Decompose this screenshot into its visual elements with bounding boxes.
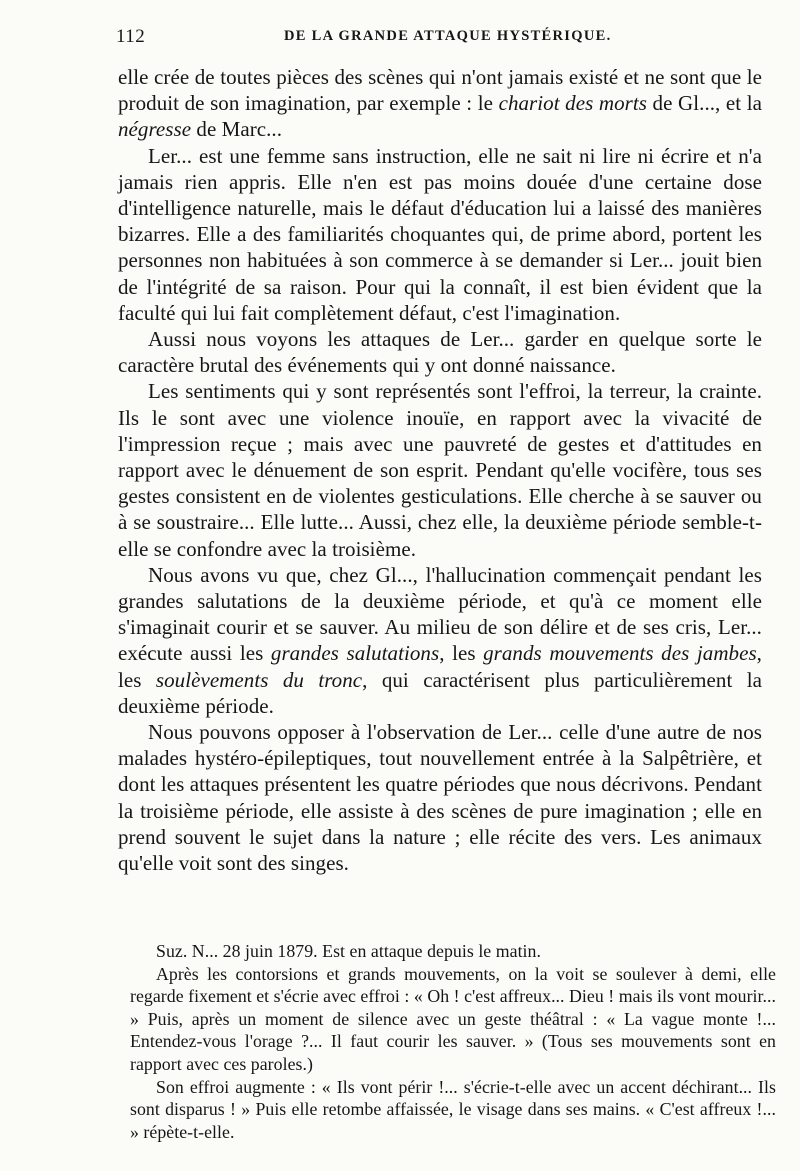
paragraph: Ler... est une femme sans instruction, elle ne sait ni lire ni écrire et n'a jamais rien appris. Elle n'en est pas moins douée d'une certaine dose d'intelligence naturelle, mais le défaut d'éducation lui a laissé des manières bizarres. Elle a des familiarités choquantes qui, de prime abord, portent les personnes non habituées à son commerce à se demander si Ler... jouit bien de l'intégrité de sa raison. Pour qui la connaît, il est bien évident que la faculté qui lui fait complètement défaut, c'est l'imagination.	[118, 143, 762, 325]
paragraph-text: de Gl..., et la	[646, 91, 763, 116]
paragraph: Les sentiments qui y sont représentés sont l'effroi, la terreur, la crainte. Ils le sont avec une violence inouïe, en rapport avec la vivacité de l'impression reçue ; mais avec une pauvreté de gestes et d'attitudes en rapport avec le dénuement de son esprit. Pendant qu'elle vocifère, tous ses gestes consistent en de violentes gesticulations. Elle cherche à se sauver ou à se soustraire... Elle lutte... Aussi, chez elle, la deuxième période semble-t-elle se confondre avec la troisième.	[118, 379, 762, 561]
italic-phrase: soulèvements du tronc	[155, 667, 363, 692]
page-header	[116, 24, 776, 54]
main-text	[118, 64, 762, 876]
paragraph-text: , les	[118, 641, 762, 692]
paragraph-text: , qui caractérisent plus particulièrement la deuxième période.	[118, 667, 762, 718]
observation-paragraph: Son effroi augmente : « Ils vont périr !... s'écrie-t-elle avec un accent déchirant... Ils sont disparus ! » Puis elle retombe affaissée, le visage dans ses mains. « C'est affreux !... » répète-t-elle.	[130, 1076, 776, 1142]
paragraph-text: de Marc...	[191, 117, 283, 142]
paragraph-text: elle crée de toutes pièces des scènes qui n'ont jamais existé et ne sont que le produit de son imagination, par exemple : le	[118, 65, 762, 116]
paragraph-text: Nous avons vu que, chez Gl..., l'hallucination commençait pendant les grandes salutations de la deuxième période, et qu'à ce moment elle s'imaginait courir et se sauver. Au milieu de son délire et de ses cris, Ler... exécute aussi les	[118, 562, 762, 666]
italic-phrase: chariot des morts	[498, 91, 647, 116]
paragraph: Nous pouvons opposer à l'observation de Ler... celle d'une autre de nos malades hystéro-épileptiques, tout nouvellement entrée à la Salpêtrière, et dont les attaques présentent les quatre périodes que nous décrivons. Pendant la troisième période, elle assiste à des scènes de pure imagination ; elle en prend souvent le sujet dans la nature ; elle récite des vers. Les animaux qu'elle voit sont des singes.	[118, 720, 762, 876]
observation-paragraph: Après les contorsions et grands mouvements, on la voit se soulever à demi, elle regarde fixement et s'écrie avec effroi : « Oh ! c'est affreux... Dieu ! mais ils vont mourir... » Puis, après un moment de silence avec un geste théâtral : « La vague monte !... Entendez-vous l'orage ?... Il faut courir les sauver. » (Tous ses mouvements sont en rapport avec ces paroles.)	[130, 963, 776, 1074]
paragraph: Aussi nous voyons les attaques de Ler... garder en quelque sorte le caractère brutal des événements qui y ont donné naissance.	[118, 327, 762, 378]
observation-excerpt	[130, 940, 776, 1143]
italic-phrase: négresse	[118, 117, 192, 142]
paragraph-text: , les	[439, 641, 484, 666]
observation-paragraph: Suz. N... 28 juin 1879. Est en attaque depuis le matin.	[156, 941, 541, 961]
italic-phrase: grands mouvements des jambes	[483, 641, 757, 666]
paragraph	[118, 562, 762, 719]
running-title: DE LA GRANDE ATTAQUE HYSTÉRIQUE.	[284, 28, 612, 44]
paragraph-continued	[118, 64, 762, 143]
italic-phrase: grandes salutations	[270, 641, 440, 666]
page-number: 112	[116, 26, 146, 47]
